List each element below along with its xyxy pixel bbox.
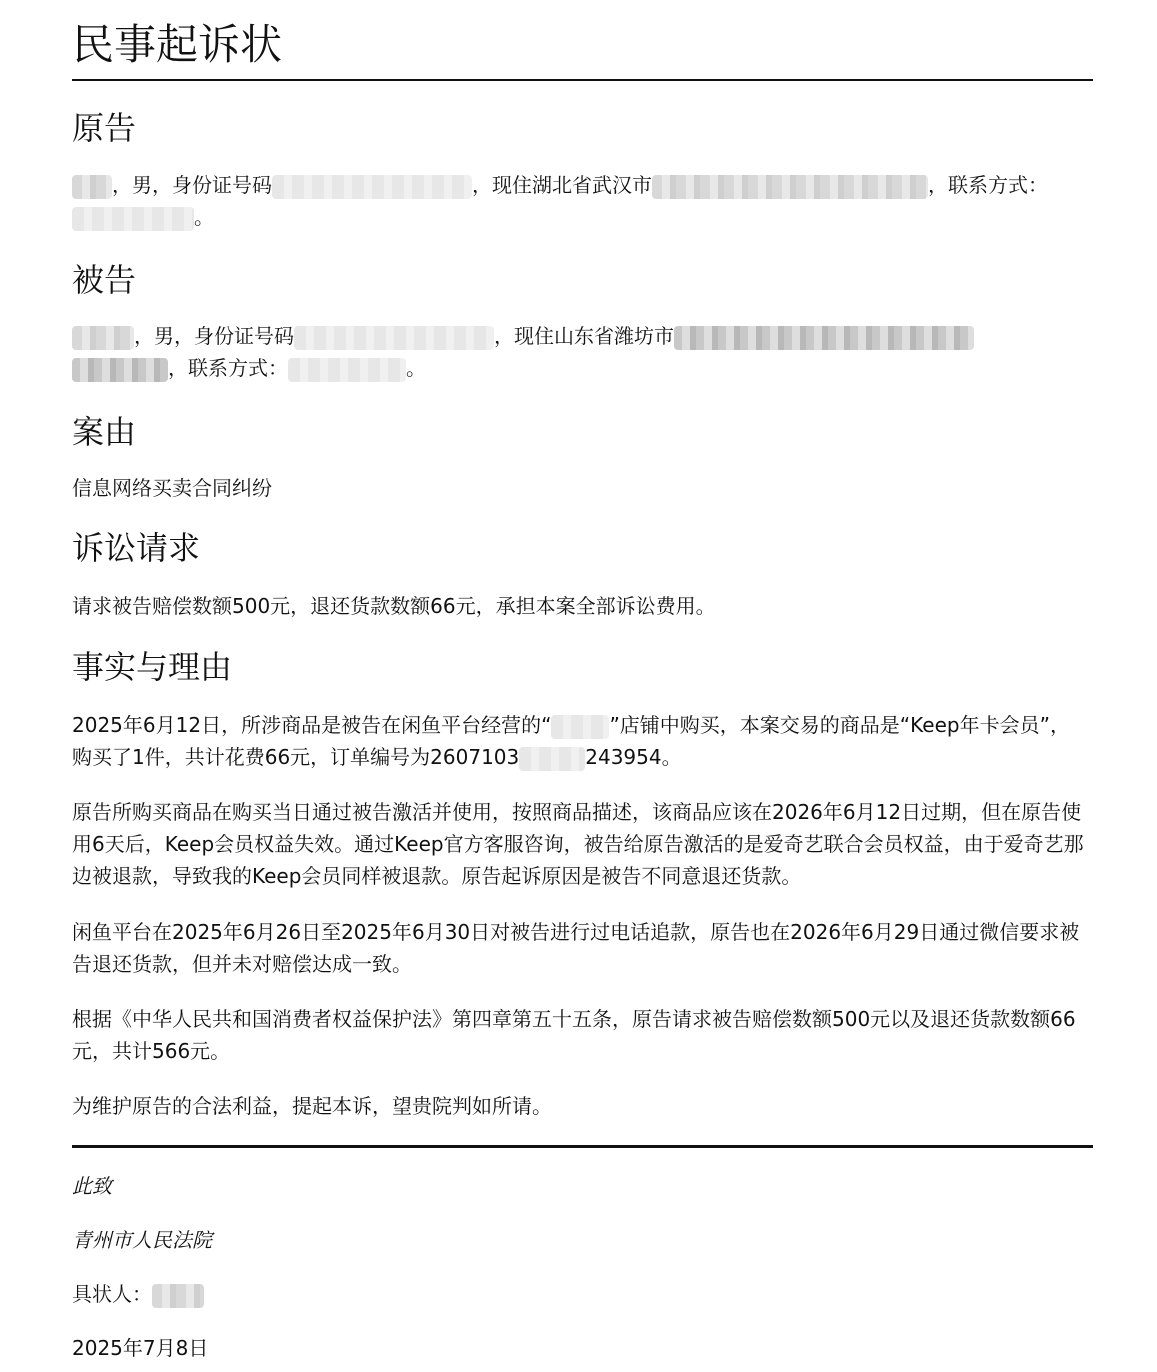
redacted-address [674,326,974,350]
facts-paragraph-1: 2025年6月12日，所涉商品是被告在闲鱼平台经营的“ ”店铺中购买，本案交易的商品是“Keep年卡会员”， 购买了1件，共计花费66元，订单编号为2607103 243954。 [72,713,1070,769]
plaintiff-info: ，男，身份证号码 ，现住湖北省武汉市 ，联系方式： 。 [72,169,1093,233]
cause-text: 信息网络买卖合同纠纷 [72,476,272,500]
plaintiff-heading: 原告 [72,109,137,147]
facts-paragraph-5: 为维护原告的合法利益，提起本诉，望贵院判如所请。 [72,1094,552,1118]
facts-paragraph-4: 根据《中华人民共和国消费者权益保护法》第四章第五十五条，原告请求被告赔偿数额500元以及退还货款数额66元，共计566元。 [72,1007,1076,1063]
facts-paragraph-2: 原告所购买商品在购买当日通过被告激活并使用，按照商品描述，该商品应该在2026年6月12日过期，但在原告使用6天后，Keep会员权益失效。通过Keep官方客服咨询，被告给原告激活的是爱奇艺联合会员权益，由于爱奇艺那边被退款，导致我的Keep会员同样被退款。原告起诉原因是被告不同意退还货款。 [72,800,1084,888]
filing-date: 2025年7月8日 [72,1336,209,1360]
redacted-id-number [272,175,472,199]
redacted-name [72,175,112,199]
signer-line: 具状人： [72,1278,204,1310]
redacted-id-number [294,326,494,350]
redacted-phone [288,358,406,382]
title-divider [72,79,1093,81]
redacted-shop-name [551,715,609,739]
redacted-address-continued [72,358,168,382]
document-title: 民事起诉状 [72,20,283,69]
salutation: 此致 [72,1174,112,1198]
redacted-name [72,326,134,350]
redacted-phone [72,207,194,231]
closing-divider [72,1145,1093,1148]
claims-text: 请求被告赔偿数额500元，退还货款数额66元，承担本案全部诉讼费用。 [72,594,716,618]
redacted-order-digits [519,747,585,771]
defendant-info: ，男，身份证号码 ，现住山东省潍坊市 ，联系方式： 。 [72,320,1093,384]
redacted-address [652,175,928,199]
facts-heading: 事实与理由 [72,648,233,686]
facts-paragraph-3: 闲鱼平台在2025年6月26日至2025年6月30日对被告进行过电话追款，原告也在2026年6月29日通过微信要求被告退还货款，但并未对赔偿达成一致。 [72,920,1080,976]
redacted-signer-name [152,1284,204,1308]
court-name: 青州市人民法院 [72,1228,212,1252]
cause-heading: 案由 [72,413,137,451]
claims-heading: 诉讼请求 [72,529,201,567]
complaint-document [72,0,1093,1360]
defendant-heading: 被告 [72,261,137,299]
